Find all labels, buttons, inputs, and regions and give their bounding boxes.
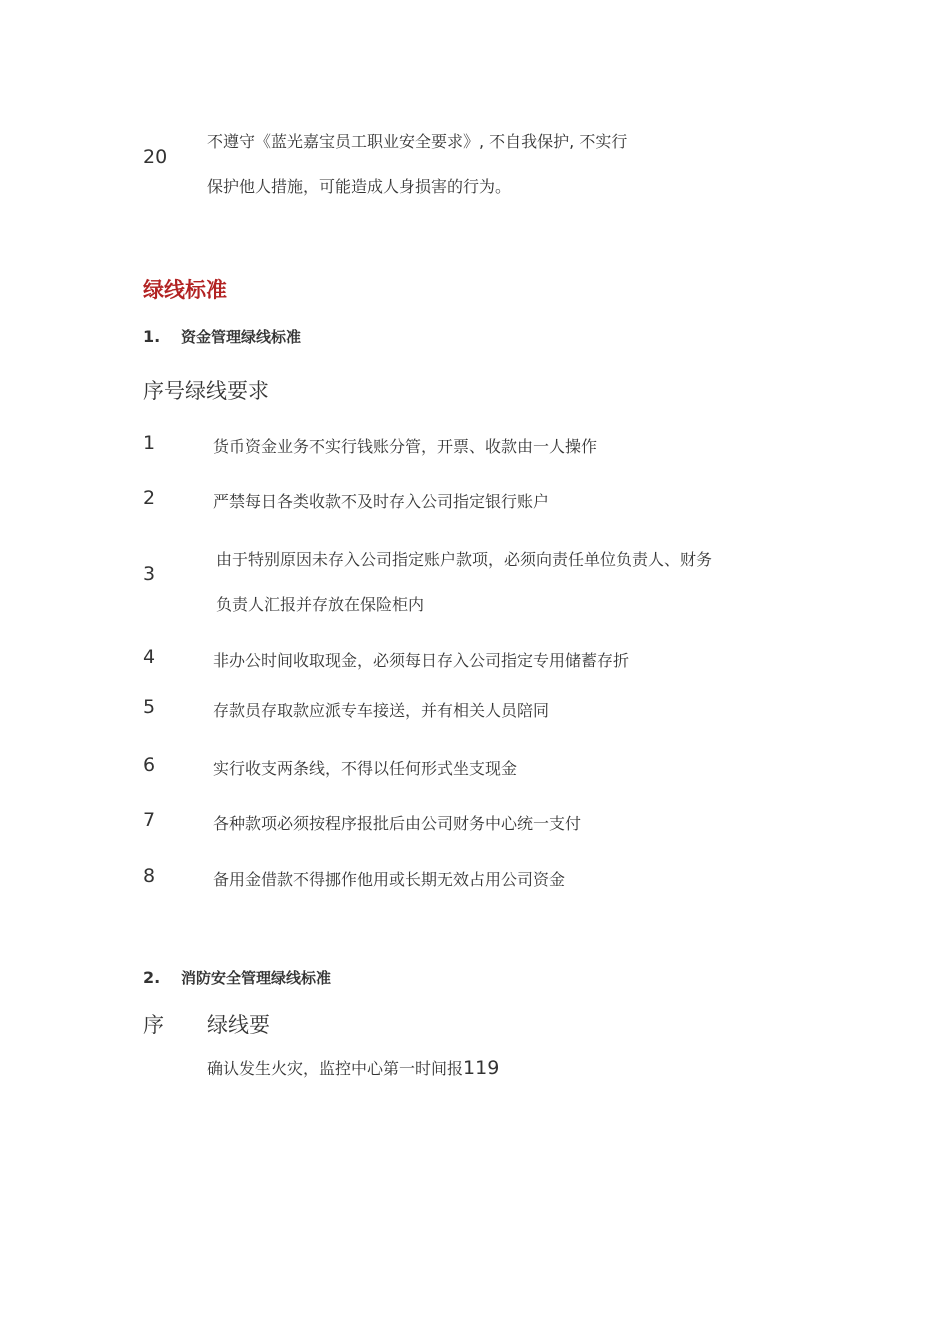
subsection-title: 资金管理绿线标准	[181, 328, 302, 346]
item-20-text-line2: 保护他人措施，可能造成人身损害的行为。	[207, 177, 512, 196]
row-number: 3	[143, 563, 156, 585]
row-number: 8	[143, 865, 156, 887]
row-text: 货币资金业务不实行钱账分管，开票、收款由一人操作	[213, 437, 598, 456]
emergency-number: 119	[463, 1057, 500, 1079]
subsection-heading-fire-safety	[143, 967, 331, 988]
row-number: 4	[143, 646, 156, 668]
row-text-body: 确认发生火灾，监控中心第一时间报	[207, 1059, 464, 1078]
row-text: 存款员存取款应派专车接送，并有相关人员陪同	[213, 701, 550, 720]
item-20-text-line1: 不遵守《蓝光嘉宝员工职业安全要求》, 不自我保护, 不实行	[207, 132, 628, 151]
row-number: 2	[143, 487, 156, 509]
row-number: 5	[143, 696, 156, 718]
table-header-col1: 序	[143, 1013, 164, 1037]
subsection-number: 2.	[143, 968, 161, 987]
subsection-heading-fund-management	[143, 326, 301, 347]
section-title: 绿线标准	[143, 278, 227, 302]
row-number: 6	[143, 754, 156, 776]
row-text-line1: 由于特别原因未存入公司指定账户款项，必须向责任单位负责人、财务	[216, 550, 713, 569]
subsection-title: 消防安全管理绿线标准	[181, 969, 332, 987]
row-text: 备用金借款不得挪作他用或长期无效占用公司资金	[213, 870, 566, 889]
row-number: 1	[143, 432, 156, 454]
row-text: 各种款项必须按程序报批后由公司财务中心统一支付	[213, 814, 582, 833]
row-text	[207, 1056, 499, 1079]
subsection-number: 1.	[143, 327, 161, 346]
row-text-line2: 负责人汇报并存放在保险柜内	[216, 595, 425, 614]
row-text: 严禁每日各类收款不及时存入公司指定银行账户	[213, 492, 550, 511]
item-number-20: 20	[143, 146, 168, 168]
table-header-col2: 绿线要	[207, 1013, 270, 1037]
row-text: 实行收支两条线，不得以任何形式坐支现金	[213, 759, 518, 778]
row-number: 7	[143, 809, 156, 831]
row-text: 非办公时间收取现金，必须每日存入公司指定专用储蓄存折	[213, 651, 630, 670]
table-header: 序号绿线要求	[143, 379, 269, 403]
